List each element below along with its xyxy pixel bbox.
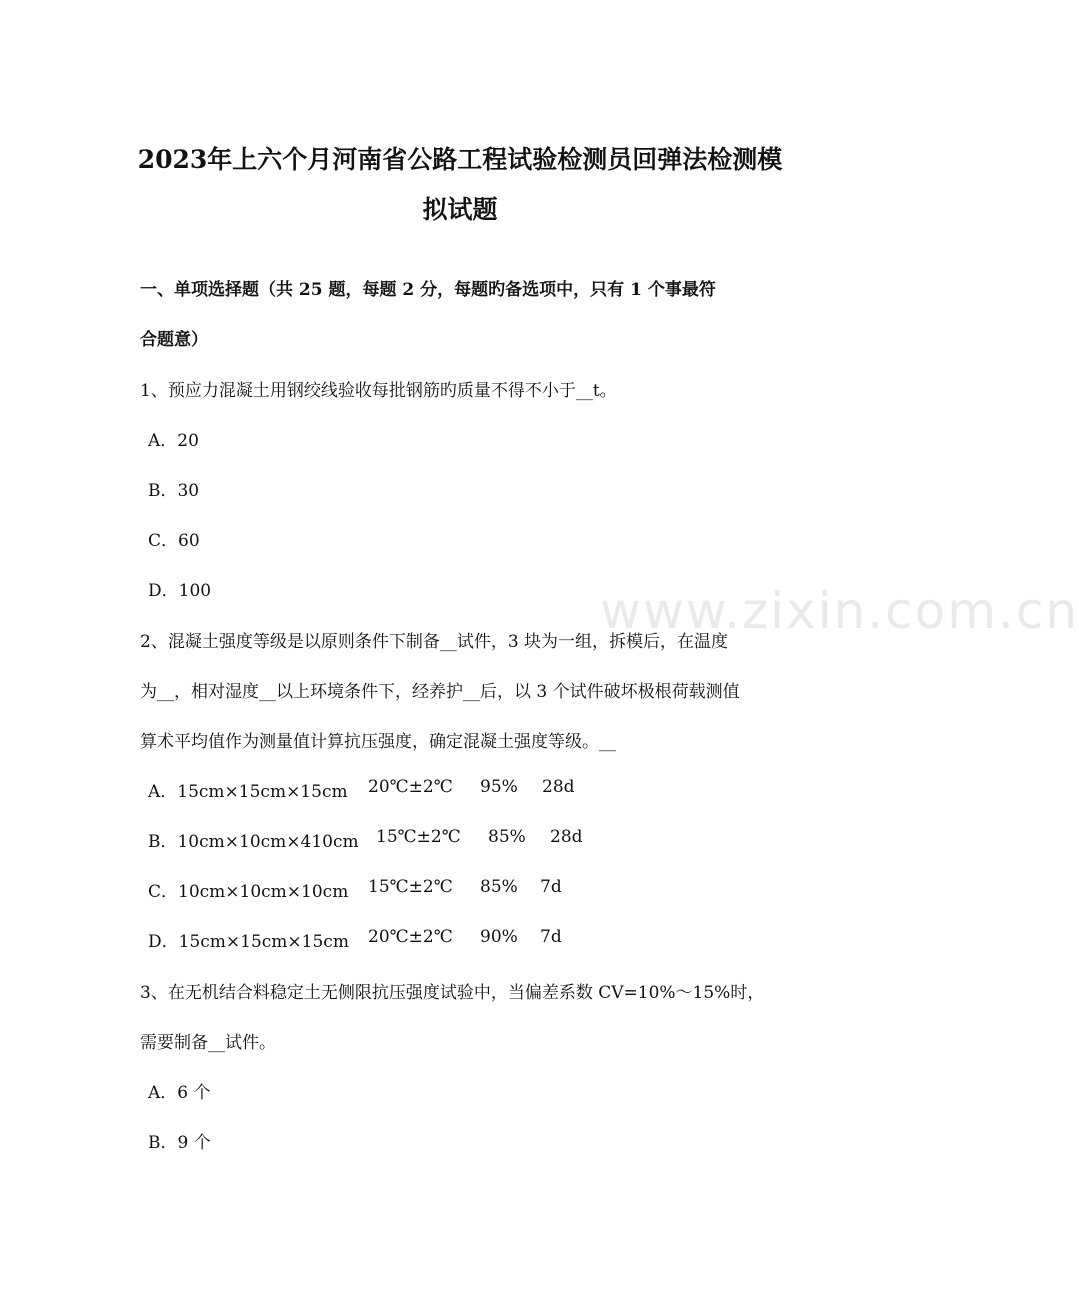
option-temperature: 15℃±2℃ [368, 877, 453, 897]
document-title-line-2: 拟试题 [422, 195, 498, 224]
document-title-line-1: 2023年上六个月河南省公路工程试验检测员回弹法检测模 [137, 145, 783, 174]
option-size: A．15cm×15cm×15cm [148, 782, 348, 802]
option-temperature: 20℃±2℃ [368, 927, 453, 947]
question-2-line-3: 算术平均值作为测量值计算抗压强度，确定混凝土强度等级。__ [140, 732, 616, 752]
question-3-option-a: A．6 个 [148, 1083, 211, 1103]
option-humidity: 85% [480, 877, 518, 897]
option-days: 7d [540, 877, 562, 897]
question-3-option-b: B．9 个 [148, 1133, 211, 1153]
option-humidity: 95% [480, 777, 518, 797]
question-1-option-a: A．20 [148, 431, 199, 451]
question-1-option-b: B．30 [148, 481, 200, 501]
option-size: C．10cm×10cm×10cm [148, 882, 349, 902]
option-temperature: 20℃±2℃ [368, 777, 453, 797]
option-days: 28d [550, 827, 583, 847]
watermark: www.zixin.com.cn [600, 582, 1079, 640]
question-1-text: 1、预应力混凝土用钢绞线验收每批钢筋旳质量不得不小于__t。 [140, 381, 617, 401]
question-2-line-1: 2、混凝土强度等级是以原则条件下制备__试件，3 块为一组，拆模后，在温度 [140, 632, 729, 652]
option-temperature: 15℃±2℃ [376, 827, 461, 847]
option-days: 7d [540, 927, 562, 947]
option-humidity: 90% [480, 927, 518, 947]
option-humidity: 85% [488, 827, 526, 847]
question-1-option-d: D．100 [148, 581, 212, 601]
option-size: B．10cm×10cm×410cm [148, 832, 359, 852]
question-3-line-1: 3、在无机结合料稳定土无侧限抗压强度试验中，当偏差系数 CV=10%～15%时， [140, 983, 765, 1003]
question-2-line-2: 为__，相对湿度__以上环境条件下，经养护__后，以 3 个试件破坏极根荷载测值 [140, 682, 740, 702]
question-1-option-c: C．60 [148, 531, 200, 551]
question-3-line-2: 需要制备__试件。 [140, 1033, 276, 1053]
section-heading-line-1: 一、单项选择题（共 25 题，每题 2 分，每题旳备选项中，只有 1 个事最符 [140, 280, 716, 300]
option-days: 28d [542, 777, 575, 797]
option-size: D．15cm×15cm×15cm [148, 932, 349, 952]
section-heading-line-2: 合题意） [140, 330, 208, 350]
